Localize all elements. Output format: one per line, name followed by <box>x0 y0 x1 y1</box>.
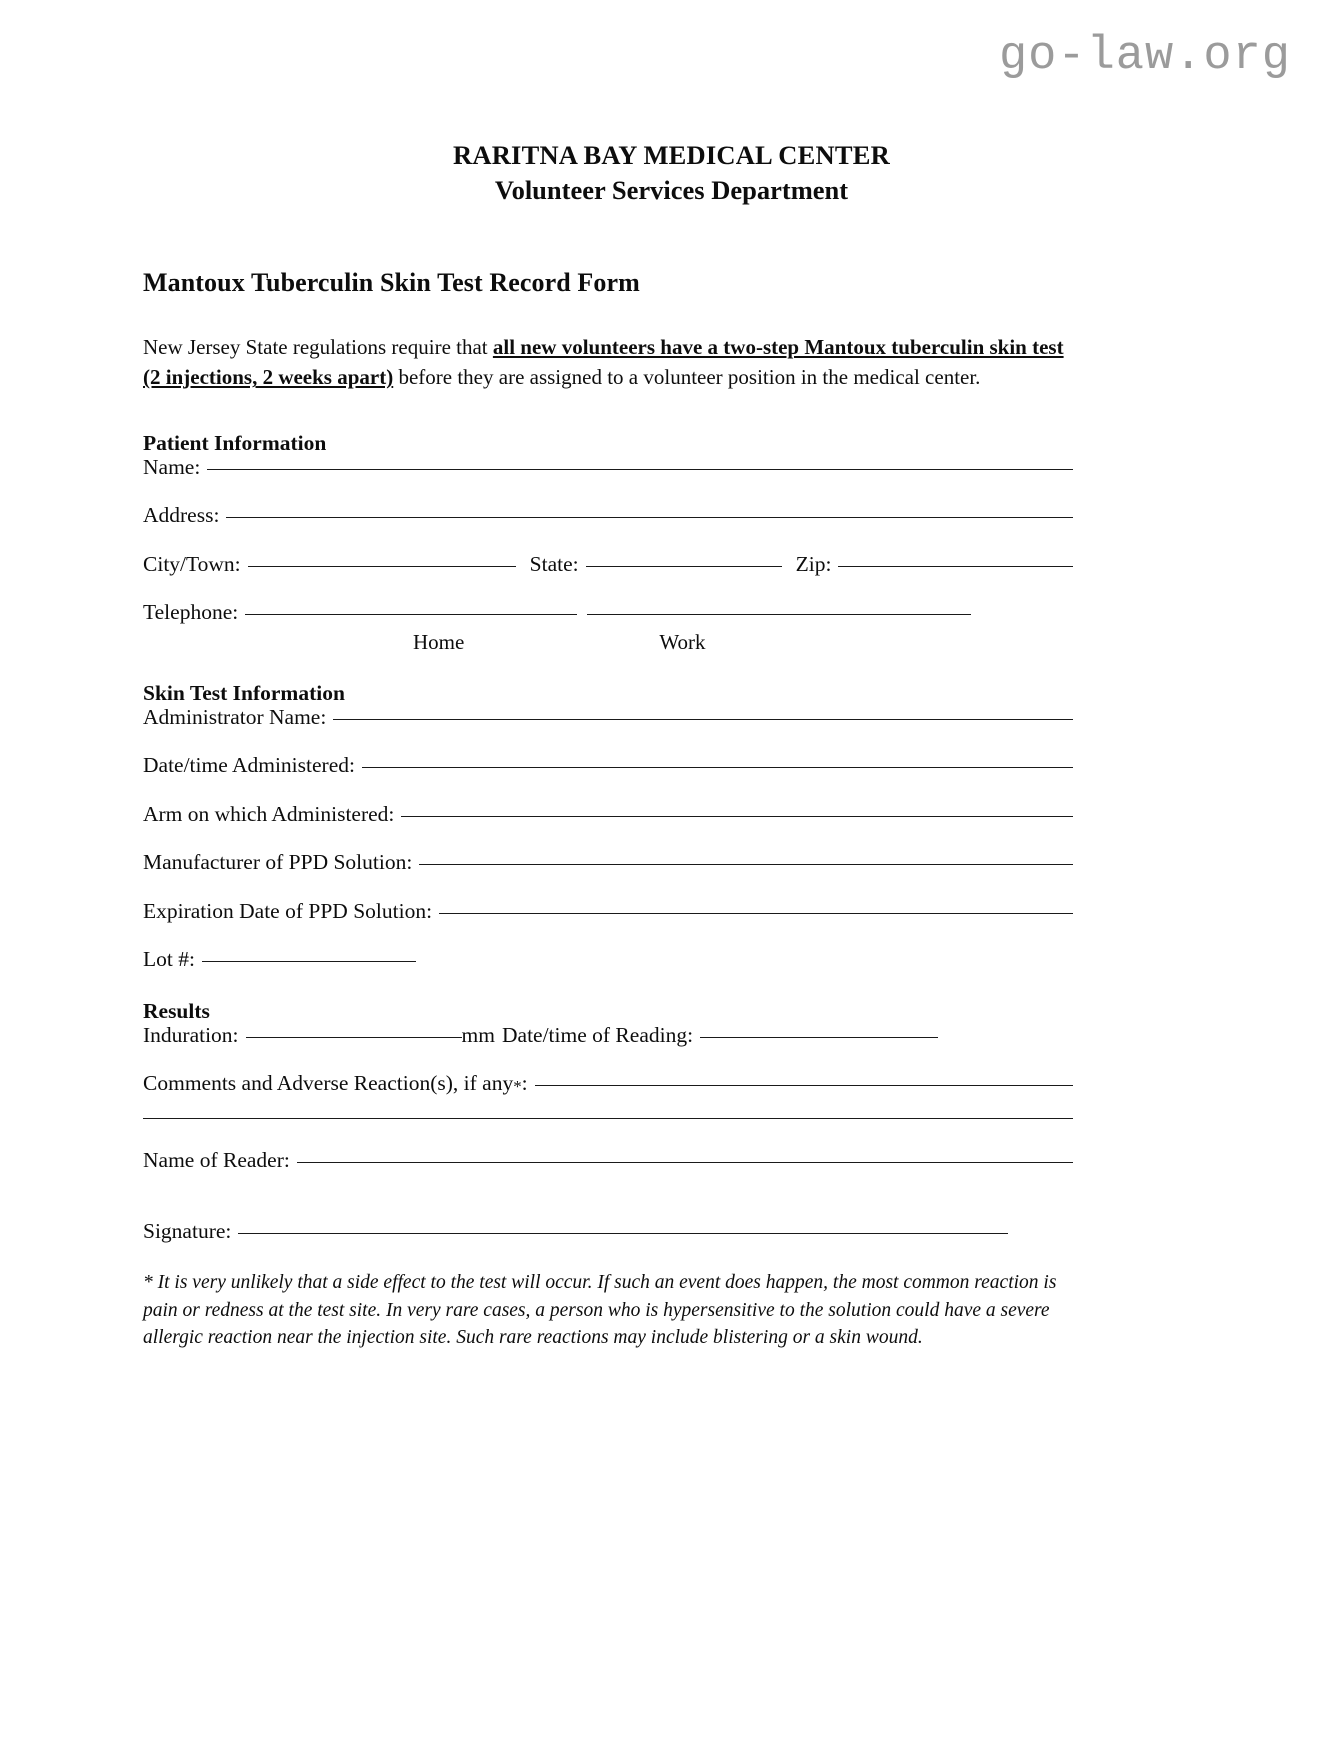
input-line-induration[interactable] <box>246 1037 462 1038</box>
input-line-name[interactable] <box>207 469 1073 470</box>
field-row-manufacturer-ppd <box>143 852 1073 874</box>
label-lot-number: Lot #: <box>143 947 195 972</box>
section-heading-skin-test-information: Skin Test Information <box>143 680 345 705</box>
input-line-zip[interactable] <box>838 566 1073 567</box>
label-induration: Induration: <box>143 1022 239 1047</box>
label-zip: Zip: <box>795 551 832 576</box>
input-line-address[interactable] <box>226 517 1073 518</box>
section-heading-results: Results <box>143 998 210 1023</box>
input-line-telephone-work[interactable] <box>587 614 971 615</box>
label-name-of-reader: Name of Reader: <box>143 1147 290 1172</box>
label-comments-asterisk: * <box>513 1077 522 1097</box>
label-name: Name: <box>143 454 201 479</box>
label-work: Work <box>659 629 706 654</box>
field-row-induration <box>143 1022 1073 1047</box>
form-title: Mantoux Tuberculin Skin Test Record Form <box>143 268 640 297</box>
document-header <box>0 140 1343 207</box>
field-row-arm-administered <box>143 801 1073 826</box>
label-state: State: <box>529 551 579 576</box>
intro-paragraph <box>143 332 1073 393</box>
field-row-comments <box>143 1073 1073 1095</box>
input-line-arm-administered[interactable] <box>401 816 1073 817</box>
footnote <box>143 1269 1073 1352</box>
input-line-date-time-reading[interactable] <box>700 1037 938 1038</box>
input-line-expiration-ppd[interactable] <box>439 913 1073 914</box>
label-telephone: Telephone: <box>143 600 239 625</box>
field-row-date-time-administered <box>143 755 1073 777</box>
label-comments: Comments and Adverse Reaction(s), if any*: <box>143 1071 528 1097</box>
label-expiration-ppd: Expiration Date of PPD Solution: <box>143 898 433 923</box>
input-line-lot-number[interactable] <box>202 961 416 962</box>
watermark: go-law.org <box>998 30 1291 83</box>
input-line-manufacturer-ppd[interactable] <box>419 864 1073 865</box>
label-date-time-administered: Date/time Administered: <box>143 753 355 778</box>
input-line-administrator-name[interactable] <box>333 719 1073 720</box>
field-row-lot-number <box>143 949 1073 971</box>
field-row-city-state-zip <box>143 551 1073 576</box>
input-line-state[interactable] <box>586 566 782 567</box>
field-row-administrator-name <box>143 704 1073 729</box>
field-row-expiration-ppd <box>143 898 1073 923</box>
intro-emphasis: all new volunteers have a two-step Mantoux tuberculin skin test (2 injections, 2 weeks apart) <box>143 335 1064 390</box>
label-comments-text: Comments and Adverse Reaction(s), if any <box>143 1071 514 1096</box>
label-home: Home <box>413 629 465 654</box>
input-line-comments-1[interactable] <box>535 1085 1073 1086</box>
field-row-signature <box>143 1221 1073 1243</box>
footnote-marker: * <box>143 1271 153 1293</box>
section-heading-patient-information: Patient Information <box>143 430 327 455</box>
input-line-comments-2[interactable] <box>143 1118 1073 1119</box>
input-line-telephone-home[interactable] <box>245 614 577 615</box>
input-line-date-time-administered[interactable] <box>362 767 1073 768</box>
label-manufacturer-ppd: Manufacturer of PPD Solution: <box>143 850 413 875</box>
field-row-name-of-reader <box>143 1147 1073 1172</box>
input-line-signature[interactable] <box>238 1233 1008 1234</box>
label-address: Address: <box>143 503 220 528</box>
field-row-address <box>143 505 1073 527</box>
label-induration-unit: mm <box>461 1022 495 1047</box>
field-row-telephone <box>143 602 1073 624</box>
field-row-comments-continued <box>143 1122 1073 1123</box>
intro-lead: New Jersey State regulations require that <box>143 335 493 359</box>
input-line-city-town[interactable] <box>248 566 516 567</box>
label-date-time-reading: Date/time of Reading: <box>502 1022 694 1047</box>
label-city-town: City/Town: <box>143 551 241 576</box>
department-name: Volunteer Services Department <box>494 175 849 206</box>
input-line-name-of-reader[interactable] <box>297 1162 1073 1163</box>
label-signature: Signature: <box>143 1219 232 1244</box>
document-body <box>143 268 1073 1352</box>
field-row-name <box>143 454 1073 479</box>
organization-name: RARITNA BAY MEDICAL CENTER <box>453 140 890 170</box>
intro-tail: before they are assigned to a volunteer position in the medical center. <box>393 365 981 390</box>
footnote-text: It is very unlikely that a side effect to the test will occur. If such an event does happen, the most common reaction is pain or redness at the test site. In very rare cases, a person who is hypersensitive to the solution could have a severe allergic reaction near the injection site. Such rare reactions may include blistering or a skin wound. <box>143 1271 1057 1349</box>
telephone-sublabels <box>143 630 1073 655</box>
label-administrator-name: Administrator Name: <box>143 704 327 729</box>
label-arm-administered: Arm on which Administered: <box>143 801 395 826</box>
